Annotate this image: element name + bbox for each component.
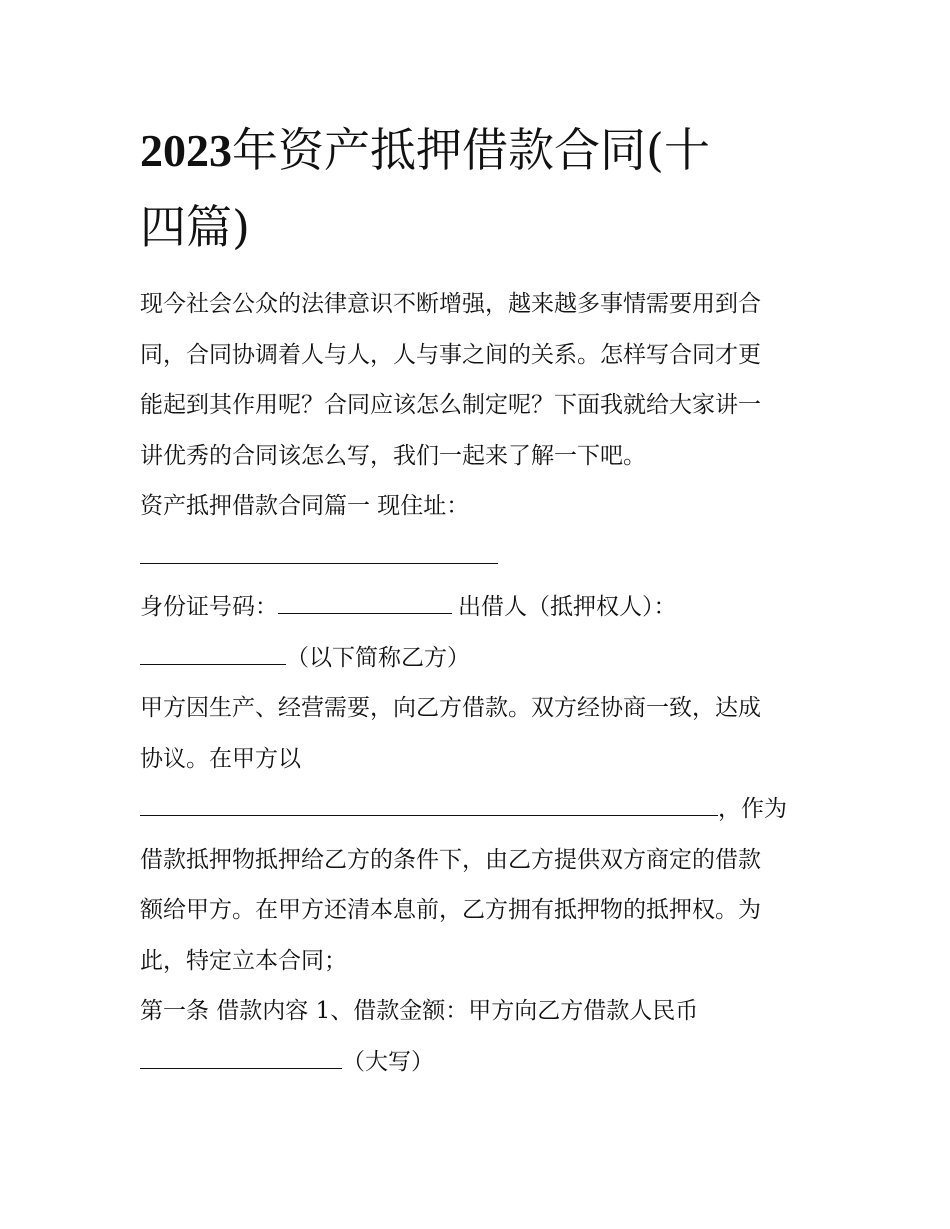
section-heading: 资产抵押借款合同篇一 现住址： <box>140 493 470 519</box>
id-number-blank[interactable] <box>278 584 452 614</box>
lender-label: 出借人（抵押权人）： <box>458 594 677 620</box>
title-text: 年资产抵押借款合同(十 <box>232 123 710 177</box>
amount-suffix: （大写） <box>342 1048 434 1075</box>
collateral-blank[interactable] <box>140 786 718 816</box>
article-1-text: 第一条 借款内容 1、借款金额：甲方向乙方借款人民币 <box>140 998 699 1024</box>
intro-paragraph <box>140 279 820 481</box>
section-1 <box>140 481 820 683</box>
amount-line <box>140 1037 820 1088</box>
party-b-note: （以下简称乙方） <box>286 644 470 671</box>
article-1 <box>140 986 820 1087</box>
collateral-line <box>140 784 820 835</box>
body-line: 此，特定立本合同； <box>140 947 347 974</box>
title-line-1 <box>140 112 820 189</box>
intro-line: 能起到其作用呢？合同应该怎么制定呢？下面我就给大家讲一 <box>140 392 761 418</box>
body-line: 借款抵押物抵押给乙方的条件下，由乙方提供双方商定的借款 <box>140 846 761 873</box>
party-b-line <box>140 633 820 684</box>
amount-blank[interactable] <box>140 1039 342 1069</box>
title-line-2: 四篇) <box>140 200 250 254</box>
id-lender-line <box>140 582 820 633</box>
body-line: 甲方因生产、经营需要，向乙方借款。双方经协商一致，达成 <box>140 695 761 721</box>
address-blank-line <box>140 532 820 583</box>
body-line: 额给甲方。在甲方还清本息前，乙方拥有抵押物的抵押权。为 <box>140 897 761 923</box>
document-title <box>140 112 820 265</box>
intro-line: 现今社会公众的法律意识不断增强，越来越多事情需要用到合 <box>140 291 761 317</box>
title-year: 2023 <box>140 125 232 176</box>
intro-line: 讲优秀的合同该怎么写，我们一起来了解一下吧。 <box>140 442 646 469</box>
body-line-suffix: ，作为 <box>718 796 787 822</box>
agreement-paragraph <box>140 683 820 986</box>
lender-name-blank[interactable] <box>140 635 286 665</box>
intro-line: 同，合同协调着人与人，人与事之间的关系。怎样写合同才更 <box>140 341 761 368</box>
id-label: 身份证号码： <box>140 594 278 620</box>
address-blank[interactable] <box>140 534 498 564</box>
document-page <box>140 112 820 1087</box>
body-line: 协议。在甲方以 <box>140 745 301 772</box>
